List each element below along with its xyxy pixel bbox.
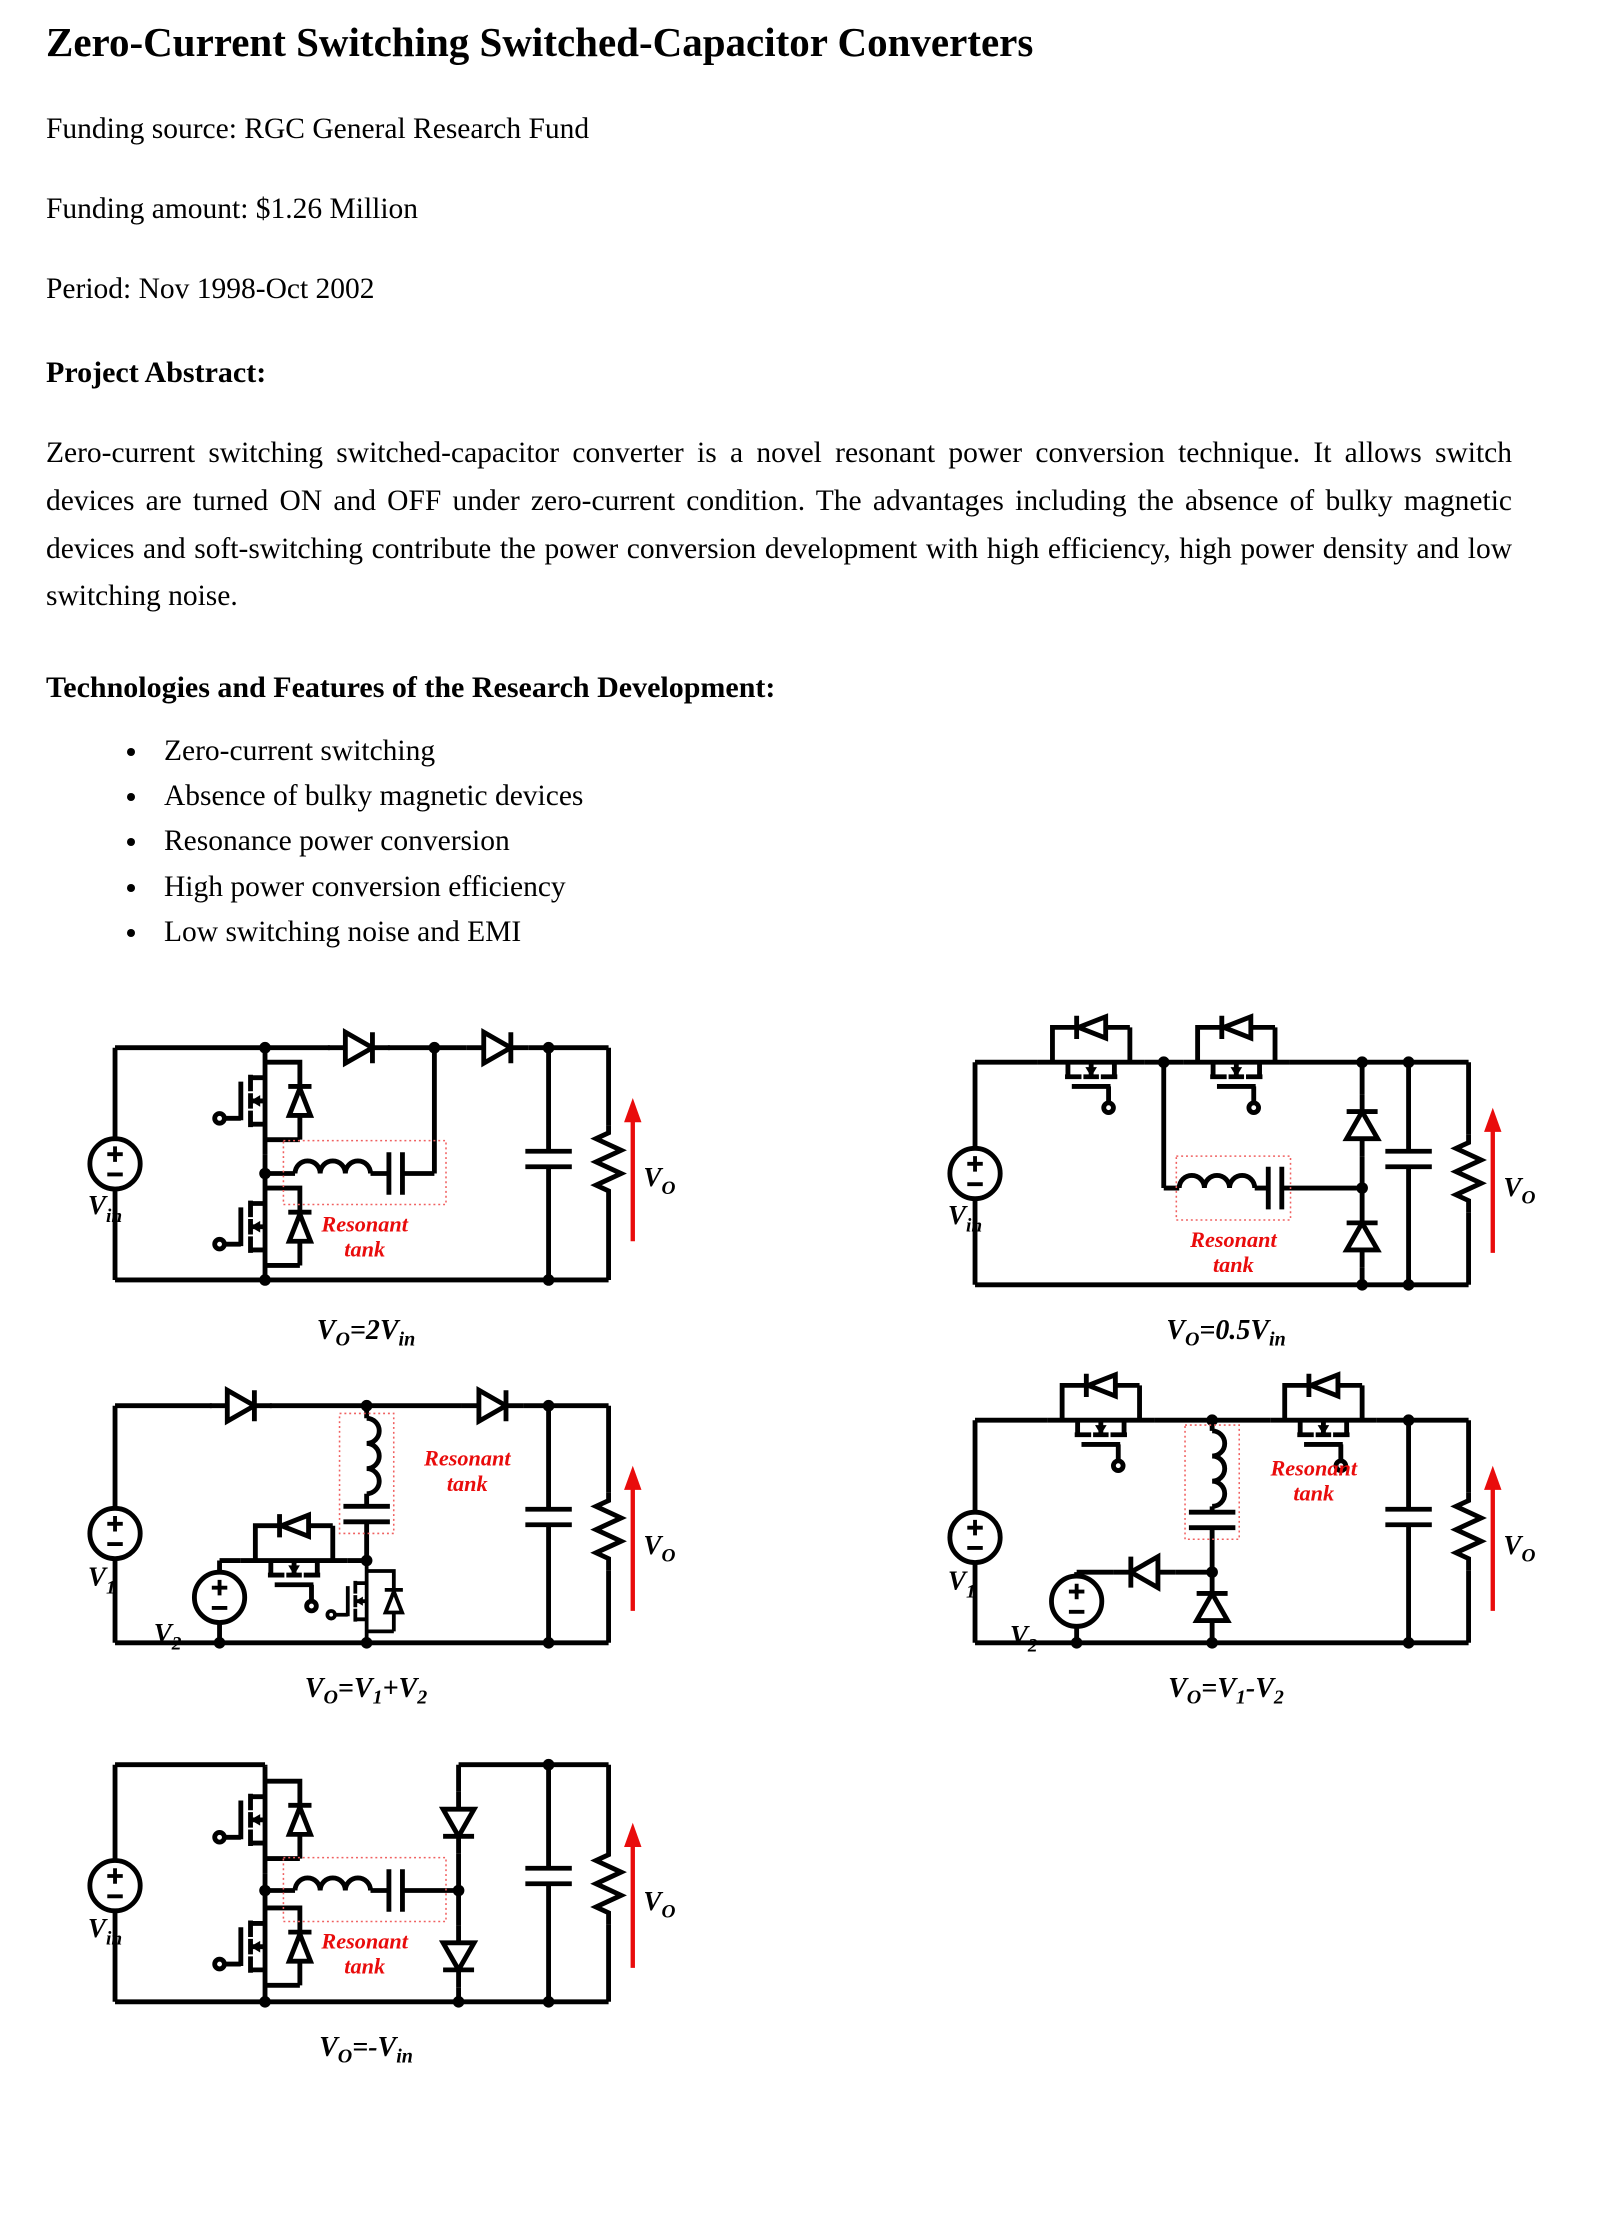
v1-label: $V_1$: [947, 1565, 976, 1603]
resonant-capacitor-symbol: [389, 1152, 403, 1195]
load-resistor-symbol: [1456, 1493, 1481, 1570]
mosfet-symbol: [327, 1560, 402, 1643]
inductor-symbol: [1179, 1175, 1254, 1188]
voltage-source-symbol: [1051, 1576, 1101, 1626]
v2-label: $V_2$: [153, 1618, 182, 1655]
circuit-diagram-voltage-subtractor: [946, 1367, 1546, 1667]
circuit-caption: $V_O=V_1-V_2$: [1168, 1673, 1284, 1709]
vo-label: $V_O$: [1503, 1171, 1536, 1209]
voltage-source-symbol: [950, 1513, 1000, 1563]
vo-label: $V_O$: [643, 1885, 676, 1923]
circuit-diagram-step-down-half: [946, 1009, 1546, 1309]
circuit-figure-step-up-doubler: [86, 1009, 946, 1352]
mosfet-symbol: [241, 1514, 347, 1611]
v2-label: $V_2$: [1009, 1620, 1038, 1657]
vin-label: $V_{in}$: [947, 1199, 983, 1237]
junction-dot: [1403, 1056, 1415, 1068]
mosfet-symbol: [1038, 1016, 1144, 1113]
feature-item: • Absence of bulky magnetic devices: [150, 774, 1512, 819]
diode-symbol: [466, 1032, 528, 1063]
circuit-caption: $V_O=V_1+V_2$: [304, 1673, 428, 1709]
funding-source-line: Funding source: RGC General Research Fund: [46, 113, 590, 145]
features-list: [108, 729, 1512, 955]
circuit-figure-step-down-half: [946, 1009, 1546, 1352]
load-resistor-symbol: [596, 1847, 621, 1924]
inductor-symbol: [295, 1878, 370, 1891]
resonant-tank-label: tank: [344, 1236, 386, 1262]
mosfet-symbol: [215, 1767, 312, 1873]
feature-item: • High power conversion efficiency: [150, 865, 1512, 910]
output-capacitor-symbol: [525, 1151, 571, 1166]
junction-dot: [1206, 1567, 1218, 1579]
features-heading: Technologies and Features of the Research Development:: [46, 671, 776, 705]
output-voltage-arrowhead: [1484, 1107, 1501, 1131]
circuit-caption: $V_O=0.5V_{in}$: [1166, 1314, 1286, 1351]
junction-dot: [1206, 1415, 1218, 1427]
resonant-tank-box: [1176, 1156, 1290, 1220]
resonant-capacitor-symbol: [389, 1869, 403, 1912]
diode-symbol: [443, 1925, 474, 1987]
junction-dot: [453, 1996, 465, 2008]
vo-label: $V_O$: [1503, 1530, 1536, 1567]
mosfet-symbol: [1048, 1374, 1154, 1471]
junction-dot: [259, 1042, 271, 1054]
resonant-capacitor-symbol: [343, 1507, 389, 1522]
vin-label: $V_{in}$: [87, 1189, 123, 1227]
resonant-capacitor-symbol: [1189, 1513, 1235, 1528]
period-line: Period: Nov 1998-Oct 2002: [46, 273, 375, 305]
load-resistor-symbol: [1456, 1135, 1481, 1212]
junction-dot: [1403, 1279, 1415, 1291]
resonant-tank-box: [340, 1414, 394, 1534]
diode-symbol: [443, 1792, 474, 1854]
junction-dot: [214, 1637, 226, 1649]
junction-dot: [259, 1996, 271, 2008]
circuit-diagram-voltage-inverter: [86, 1726, 686, 2026]
junction-dot: [1206, 1637, 1218, 1649]
output-voltage-arrowhead: [624, 1823, 641, 1847]
output-capacitor-symbol: [525, 1510, 571, 1525]
mosfet-symbol: [215, 1173, 312, 1279]
junction-dot: [259, 1885, 271, 1897]
abstract-paragraph: Zero-current switching switched-capacitor converter is a novel resonant power conversion technique. It allows switch devices are turned ON and OFF under zero-current condition. The advantages including the absence of bulky magnetic devices and soft-switching contribute the power conversion development with high efficiency, high power density and low switching noise.: [46, 437, 1512, 613]
diode-symbol: [461, 1391, 523, 1422]
junction-dot: [543, 1400, 555, 1412]
junction-dot: [429, 1042, 441, 1054]
funding-amount-line: Funding amount: $1.26 Million: [46, 193, 419, 225]
voltage-source-symbol: [90, 1138, 140, 1188]
output-voltage-arrowhead: [624, 1098, 641, 1122]
output-voltage-arrowhead: [624, 1466, 641, 1490]
vo-label: $V_O$: [643, 1530, 676, 1567]
load-resistor-symbol: [596, 1493, 621, 1570]
output-capacitor-symbol: [1385, 1151, 1431, 1166]
resonant-tank-label: tank: [1213, 1251, 1254, 1277]
junction-dot: [453, 1885, 465, 1897]
page-title: Zero-Current Switching Switched-Capacitor Converters: [46, 19, 1034, 65]
inductor-symbol: [367, 1419, 380, 1494]
inductor-symbol: [1212, 1431, 1225, 1506]
circuit-row-2: [86, 1367, 1536, 1710]
junction-dot: [543, 1996, 555, 2008]
circuit-caption: $V_O=-V_{in}$: [319, 2031, 413, 2068]
junction-dot: [361, 1400, 373, 1412]
junction-dot: [259, 1167, 271, 1179]
voltage-source-symbol: [90, 1509, 140, 1559]
output-voltage-arrowhead: [1484, 1466, 1501, 1490]
junction-dot: [361, 1555, 373, 1567]
mosfet-symbol: [215, 1047, 312, 1153]
diode-symbol: [210, 1391, 272, 1422]
feature-item: • Resonance power conversion: [150, 819, 1512, 864]
junction-dot: [1158, 1056, 1170, 1068]
junction-dot: [543, 1274, 555, 1286]
circuit-caption: $V_O=2V_{in}$: [316, 1314, 416, 1351]
resonant-tank-label: Resonant: [1270, 1455, 1358, 1481]
diode-symbol: [1113, 1557, 1175, 1588]
junction-dot: [1356, 1056, 1368, 1068]
junction-dot: [543, 1759, 555, 1771]
circuit-figure-voltage-subtractor: [946, 1367, 1546, 1710]
resonant-tank-label: tank: [1293, 1480, 1335, 1506]
resonant-tank-label: Resonant: [321, 1211, 408, 1237]
v1-label: $V_1$: [87, 1562, 116, 1599]
diode-symbol: [328, 1032, 390, 1063]
diode-symbol: [1197, 1576, 1228, 1638]
voltage-source-symbol: [194, 1573, 244, 1623]
mosfet-symbol: [215, 1893, 312, 1999]
junction-dot: [543, 1042, 555, 1054]
junction-dot: [1356, 1279, 1368, 1291]
resonant-tank-label: tank: [446, 1471, 488, 1497]
junction-dot: [1071, 1637, 1083, 1649]
resonant-capacitor-symbol: [1268, 1166, 1282, 1209]
resonant-tank-label: Resonant: [424, 1446, 511, 1472]
junction-dot: [1403, 1637, 1415, 1649]
feature-item: • Zero-current switching: [150, 729, 1512, 774]
junction-dot: [1403, 1415, 1415, 1427]
vin-label: $V_{in}$: [87, 1912, 123, 1950]
circuit-diagram-step-up-doubler: [86, 1009, 686, 1309]
circuit-row-3: [86, 1726, 1512, 2069]
circuit-diagram-voltage-adder: [86, 1367, 686, 1667]
voltage-source-symbol: [90, 1860, 140, 1910]
junction-dot: [543, 1637, 555, 1649]
load-resistor-symbol: [596, 1125, 621, 1202]
output-capacitor-symbol: [525, 1868, 571, 1883]
abstract-heading: Project Abstract:: [46, 356, 267, 389]
output-capacitor-symbol: [1385, 1510, 1431, 1525]
vo-label: $V_O$: [643, 1161, 676, 1199]
resonant-tank-label: Resonant: [1190, 1226, 1277, 1252]
voltage-source-symbol: [950, 1148, 1000, 1198]
circuit-figure-voltage-adder: [86, 1367, 946, 1710]
inductor-symbol: [295, 1161, 370, 1174]
resonant-tank-label: Resonant: [321, 1928, 408, 1954]
junction-dot: [361, 1637, 373, 1649]
junction-dot: [1356, 1182, 1368, 1194]
mosfet-symbol: [1183, 1016, 1289, 1113]
feature-item: • Low switching noise and EMI: [150, 910, 1512, 955]
diode-symbol: [1347, 1094, 1378, 1156]
diode-symbol: [1347, 1205, 1378, 1267]
circuit-figure-voltage-inverter: [86, 1726, 946, 2069]
circuit-row-1: [86, 1009, 1536, 1352]
circuit-diagrams-section: [86, 1009, 1536, 2069]
resonant-tank-label: tank: [344, 1953, 386, 1979]
junction-dot: [259, 1274, 271, 1286]
